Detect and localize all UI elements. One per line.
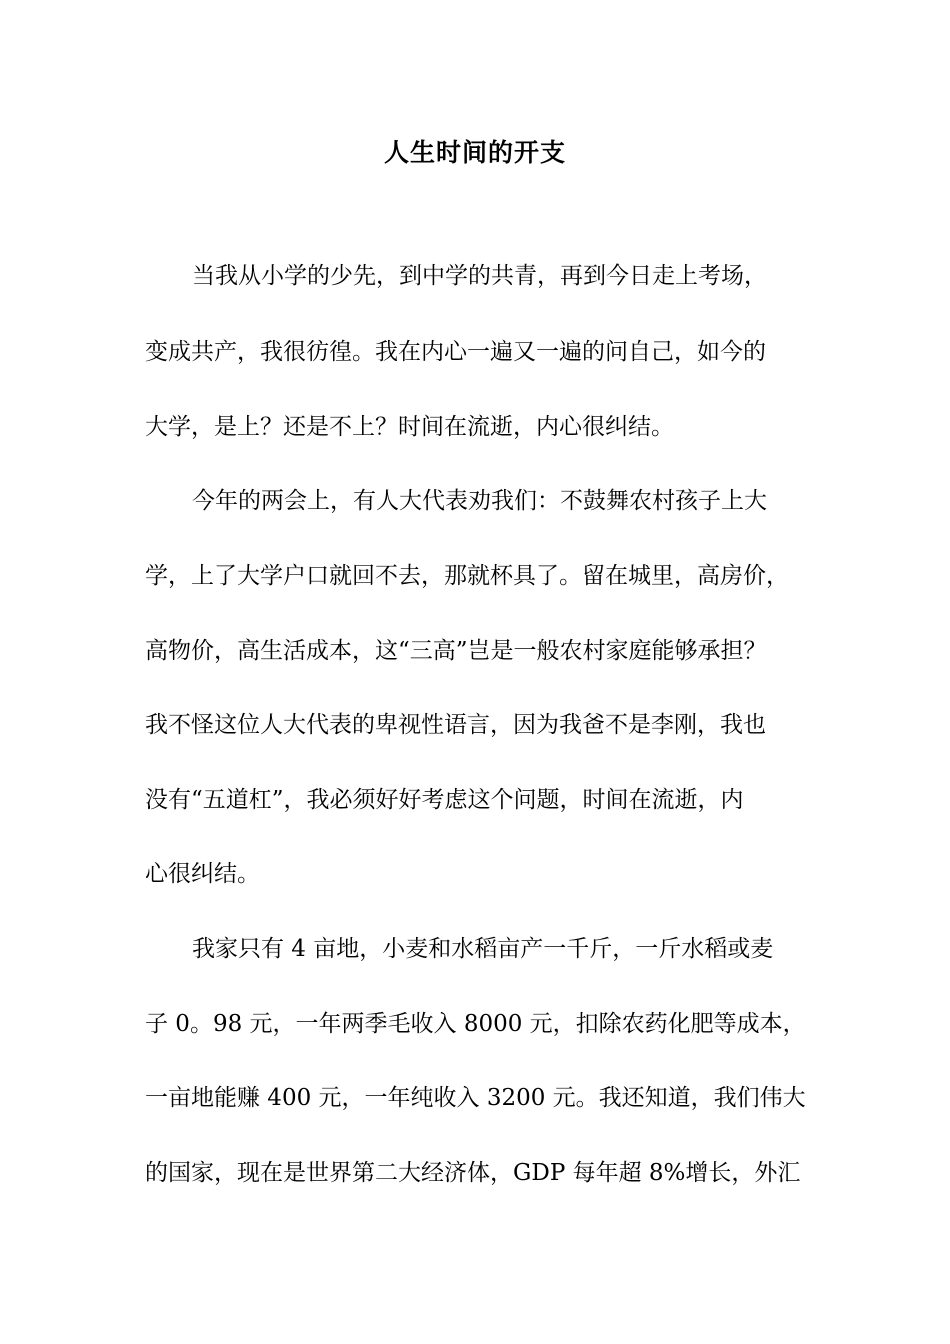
paragraph-line: 大学，是上？还是不上？时间在流逝，内心很纠结。 xyxy=(145,414,674,440)
paragraph-line: 高物价，高生活成本，这“三高”岂是一般农村家庭能够承担？ xyxy=(145,638,767,664)
paragraph-line: 我家只有 4 亩地，小麦和水稻亩产一千斤，一斤水稻或麦 xyxy=(192,936,774,962)
paragraph-line: 今年的两会上，有人大代表劝我们：不鼓舞农村孩子上大 xyxy=(192,488,767,514)
document-title: 人生时间的开支 xyxy=(383,138,566,167)
paragraph-line: 一亩地能赚 400 元，一年纯收入 3200 元。我还知道，我们伟大 xyxy=(145,1085,806,1111)
paragraph-line: 学，上了大学户口就回不去，那就杯具了。留在城里，高房价， xyxy=(145,563,789,589)
paragraph-line: 我不怪这位人大代表的卑视性语言，因为我爸不是李刚，我也 xyxy=(145,712,766,738)
paragraph-line: 当我从小学的少先，到中学的共青，再到今日走上考场， xyxy=(192,263,767,289)
paragraph-line: 没有“五道杠”，我必须好好考虑这个问题，时间在流逝，内 xyxy=(145,787,744,813)
paragraph-line: 子 0。98 元，一年两季毛收入 8000 元，扣除农药化肥等成本， xyxy=(145,1011,806,1037)
paragraph-line: 的国家，现在是世界第二大经济体，GDP 每年超 8%增长，外汇 xyxy=(145,1160,801,1186)
paragraph-line: 心很纠结。 xyxy=(145,861,260,887)
paragraph-line: 变成共产，我很彷徨。我在内心一遍又一遍的问自己，如今的 xyxy=(145,339,766,365)
